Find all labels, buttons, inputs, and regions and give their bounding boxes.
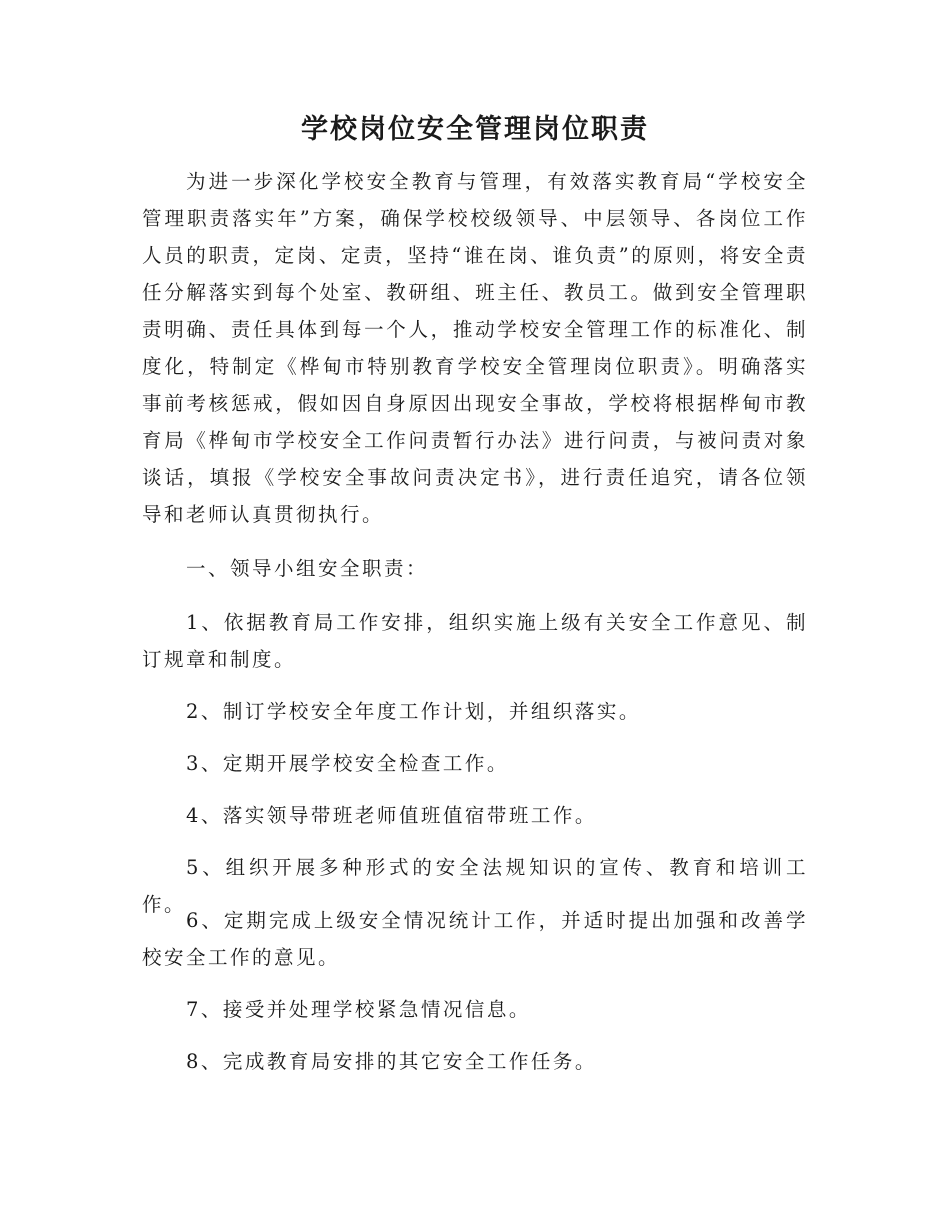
duty-item: 3、定期开展学校安全检查工作。 — [186, 752, 509, 775]
duty-item: 6、定期完成上级安全情况统计工作，并适时提出加强和改善学校安全工作的意见。 — [142, 909, 808, 969]
intro-paragraph: 为进一步深化学校安全教育与管理，有效落实教育局“学校安全管理职责落实年”方案，确保学校校级领导、中层领导、各岗位工作人员的职责，定岗、定责，坚持“谁在岗、谁负责”的原则，将安全责任分解落实到每个处室、教研组、班主任、教员工。做到安全管理职责明确、责任具体到每一个人，推动学校安全管理工作的标准化、制度化，特制定《桦甸市特别教育学校安全管理岗位职责》。明确落实事前考核惩戒，假如因自身原因出现安全事故，学校将根据桦甸市教育局《桦甸市学校安全工作问责暂行办法》进行问责，与被问责对象谈话，填报《学校安全事故问责决定书》，进行责任追究，请各位领导和老师认真贯彻执行。 — [142, 170, 808, 526]
duty-item: 1、依据教育局工作安排，组织实施上级有关安全工作意见、制订规章和制度。 — [142, 611, 808, 671]
duty-item: 4、落实领导带班老师值班值宿带班工作。 — [186, 804, 597, 827]
section-heading: 一、领导小组安全职责： — [186, 557, 429, 580]
duty-item: 8、完成教育局安排的其它安全工作任务。 — [186, 1050, 597, 1073]
duty-item: 2、制订学校安全年度工作计划，并组织落实。 — [186, 700, 641, 723]
duty-item: 5、组织开展多种形式的安全法规知识的宣传、教育和培训工作。 — [142, 856, 808, 916]
duty-item: 7、接受并处理学校紧急情况信息。 — [186, 998, 531, 1021]
document-title: 学校岗位安全管理岗位职责 — [301, 114, 649, 145]
